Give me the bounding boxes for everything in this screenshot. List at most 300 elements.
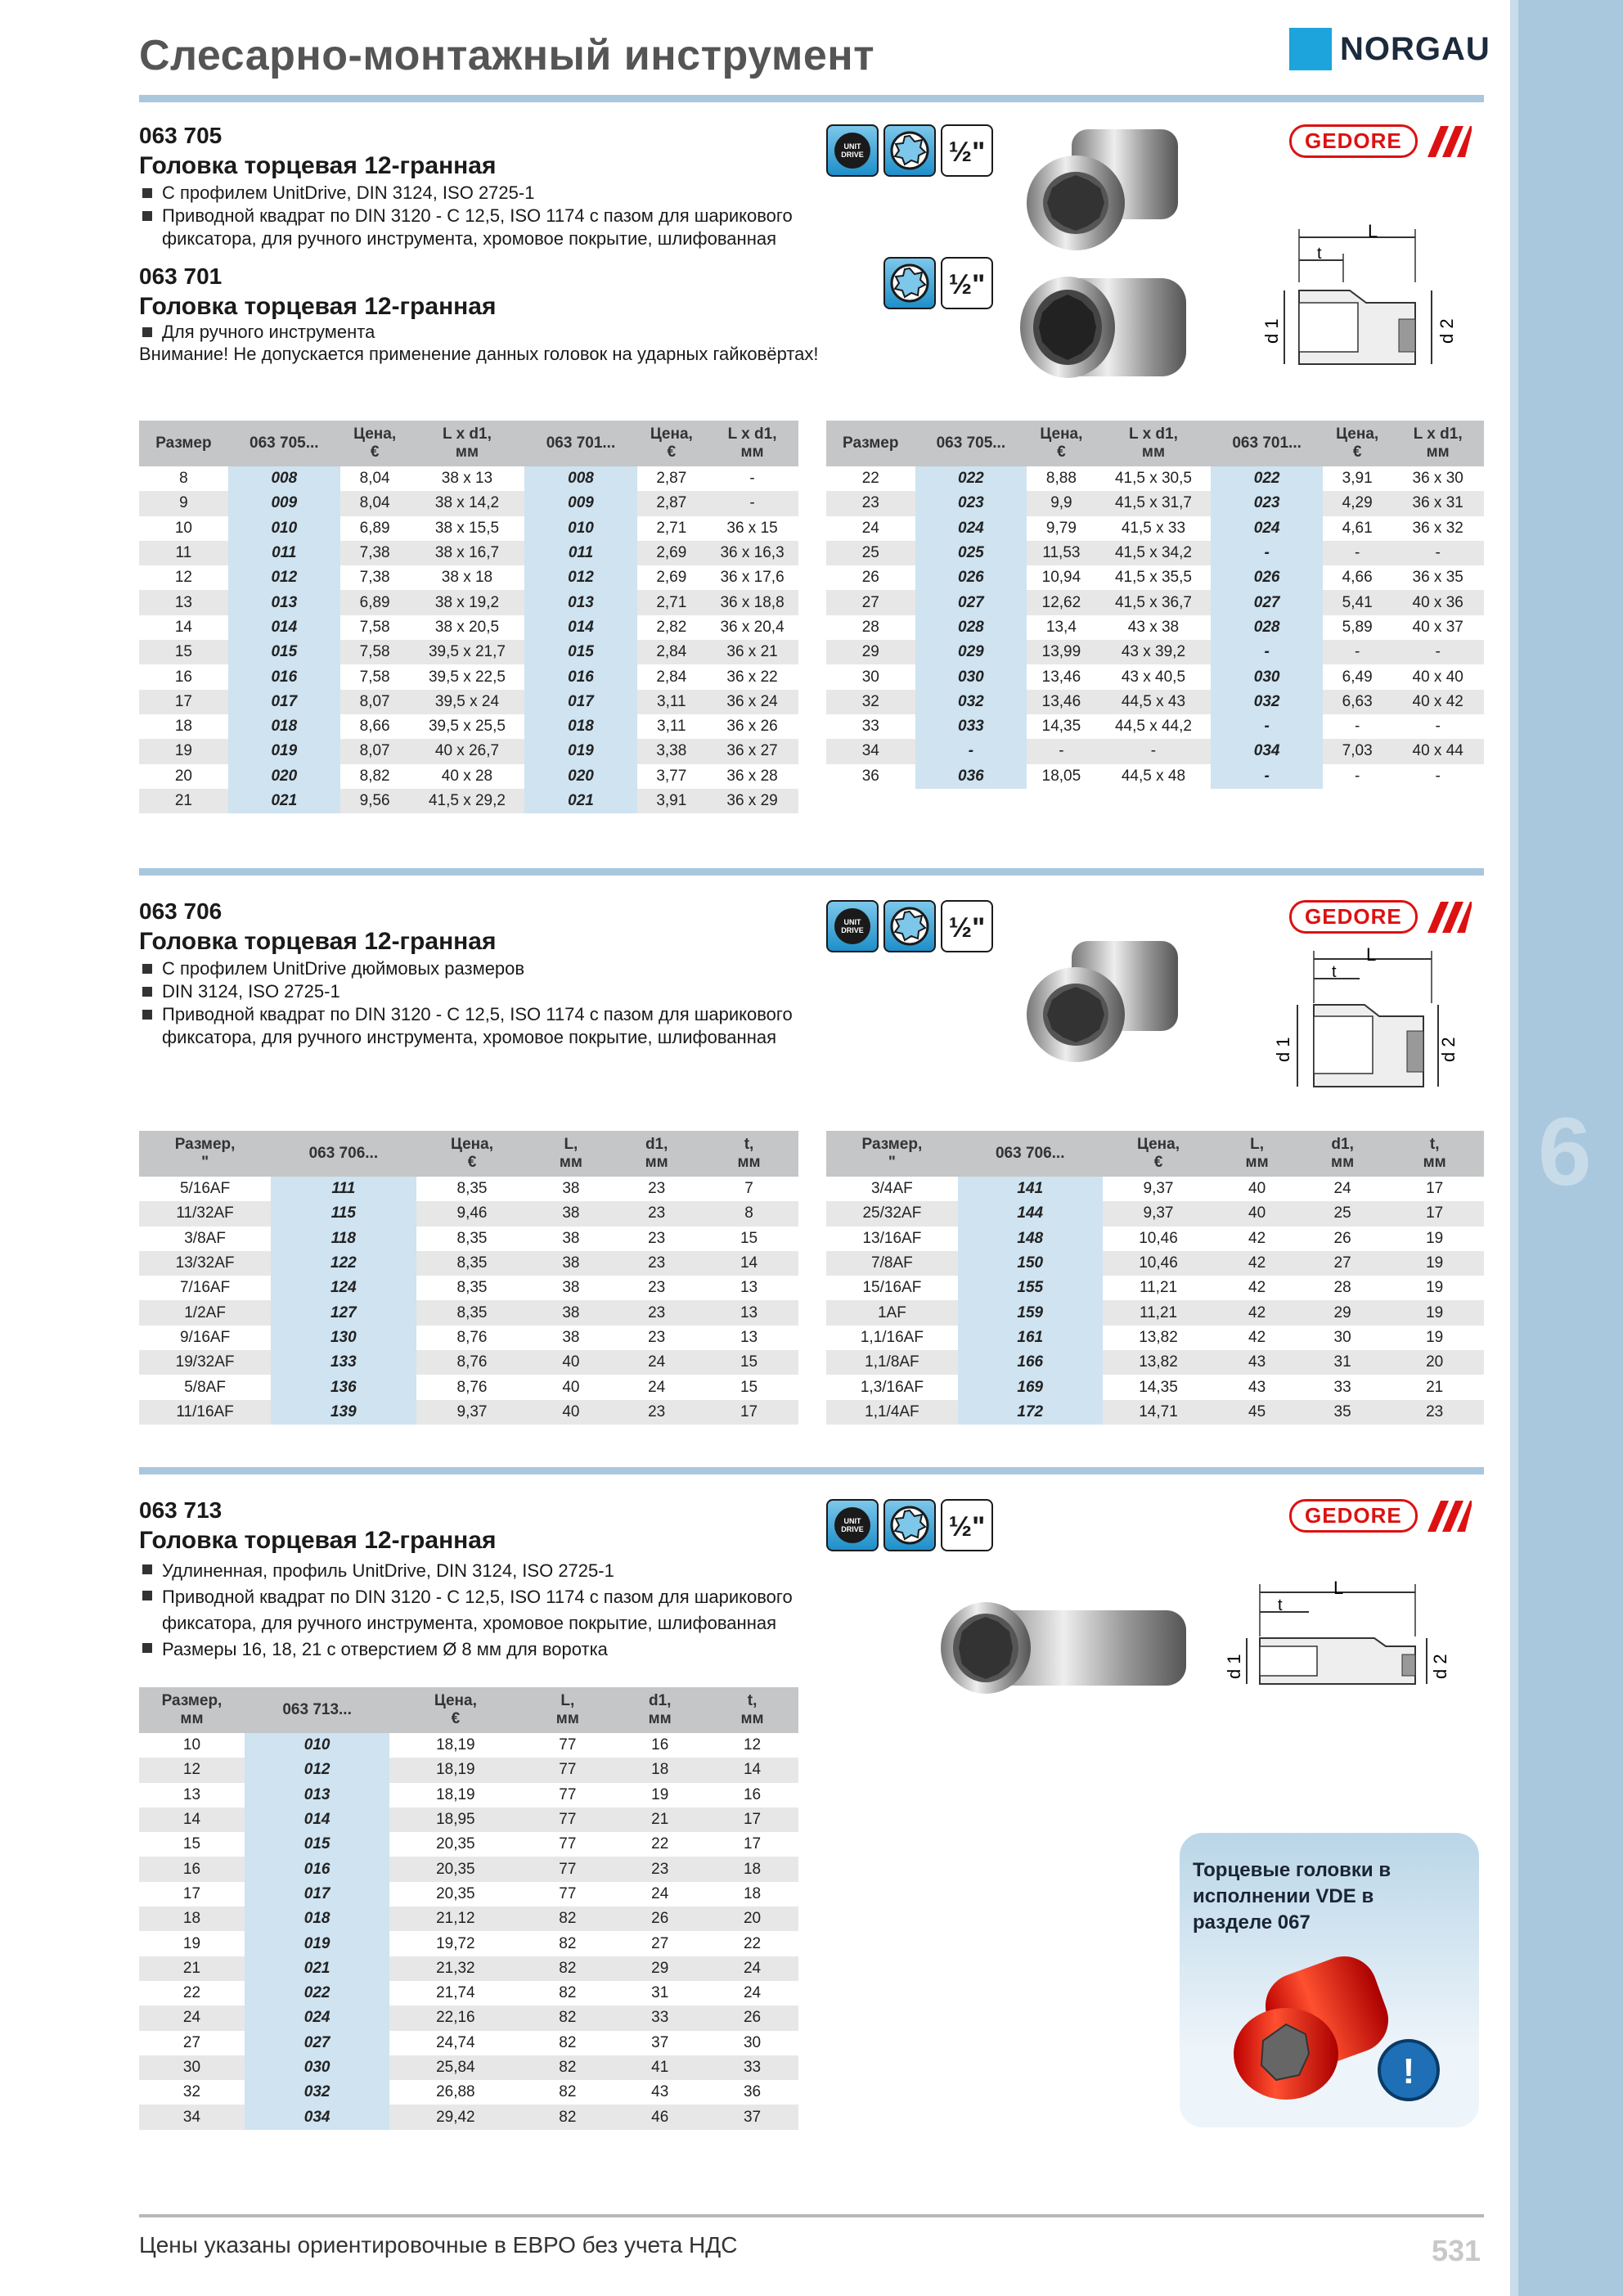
svg-text:DRIVE: DRIVE	[841, 1525, 864, 1533]
table-cell: 19	[1385, 1251, 1484, 1276]
warning-note: Внимание! Не допускается применение данных головок на ударных гайковёртах!	[139, 344, 819, 364]
table-cell: 21,74	[436, 1984, 475, 2002]
table-cell: 31	[1300, 1350, 1386, 1375]
table-cell: 38	[562, 1328, 580, 1346]
socket-dimension-diagram	[1260, 944, 1459, 1093]
table-cell: 4,61	[1342, 519, 1373, 537]
feature-item: Приводной квадрат по DIN 3120 - С 12,5, ISO 1174 с пазом для шарикового фиксатора, для ручного инструмента, хромовое покрытие, шлифованная	[139, 1003, 843, 1049]
column-header: Размер, "	[139, 1131, 271, 1177]
table-cell: 40	[562, 1378, 580, 1396]
table-cell: 24	[651, 1884, 669, 1902]
table-row	[139, 739, 798, 763]
table-cell: 19	[1385, 1300, 1484, 1325]
table-cell: 18	[743, 1884, 762, 1902]
section-divider	[139, 868, 1484, 876]
table-cell: 38 x 18	[441, 569, 493, 587]
table-cell: -	[1435, 718, 1441, 736]
table-cell: 18,19	[389, 1758, 521, 1782]
table-cell: 015	[524, 640, 636, 664]
table-cell: 6,49	[1342, 668, 1373, 686]
table-cell: 009	[228, 491, 340, 515]
table-cell: 29	[1300, 1300, 1386, 1325]
table-cell: -	[1211, 764, 1323, 789]
price-table	[826, 421, 1484, 789]
table-row	[826, 664, 1484, 689]
table-row	[139, 2080, 798, 2105]
table-cell: 9/16AF	[179, 1328, 231, 1346]
price-table	[826, 1131, 1484, 1425]
table-cell: 010	[245, 1733, 389, 1758]
table-cell: 40 x 26,7	[409, 739, 524, 763]
table-cell: 23	[614, 1300, 699, 1325]
table-cell: 82	[559, 1984, 577, 2002]
table-cell: 027	[245, 2031, 389, 2055]
table-row	[826, 541, 1484, 565]
table-cell: 30	[139, 2055, 245, 2080]
table-cell: 14	[699, 1251, 798, 1276]
table-cell: -	[706, 491, 798, 515]
half-inch-drive-icon	[941, 257, 993, 309]
table-row	[139, 1733, 798, 1758]
table-cell: 133	[271, 1350, 416, 1375]
table-cell: 25/32AF	[826, 1201, 958, 1226]
table-row	[826, 1300, 1484, 1325]
table-cell: 024	[245, 2006, 389, 2030]
table-cell: 3/4AF	[871, 1180, 913, 1198]
table-row	[826, 739, 1484, 763]
table-cell: 5,89	[1342, 618, 1373, 636]
table-cell: 6,89	[340, 590, 410, 615]
gedore-logo	[1289, 1499, 1472, 1533]
table-cell: 009	[524, 491, 636, 515]
table-cell: 40	[528, 1400, 614, 1425]
table-cell: 5/16AF	[179, 1180, 231, 1198]
table-cell: 20	[706, 1907, 798, 1931]
table-cell: -	[1391, 541, 1484, 565]
table-cell: 82	[559, 2083, 577, 2101]
table-cell: 31	[651, 1984, 669, 2002]
table-cell: 77	[559, 1884, 577, 1902]
table-cell: 15/16AF	[862, 1279, 922, 1297]
table-cell: 17	[1385, 1201, 1484, 1226]
table-row	[139, 1400, 798, 1425]
table-cell: 8,07	[340, 739, 410, 763]
table-cell: 41,5 x 36,7	[1096, 590, 1212, 615]
table-cell: -	[1323, 640, 1391, 664]
table-cell: 13,46	[1041, 668, 1081, 686]
table-cell: 9,9	[1027, 491, 1095, 515]
table-cell: 7	[744, 1180, 753, 1198]
column-header: 063 706...	[271, 1131, 416, 1177]
table-cell: 124	[271, 1276, 416, 1300]
table-cell: 2,84	[656, 668, 687, 686]
table-cell: 8,88	[1045, 470, 1077, 488]
table-row	[139, 516, 798, 541]
table-cell: 77	[521, 1758, 614, 1782]
table-cell: 13	[182, 1785, 201, 1803]
table-cell: 36	[743, 2083, 762, 2101]
page-number: 531	[1432, 2234, 1481, 2267]
table-cell: 36 x 30	[1412, 470, 1463, 488]
table-cell: 013	[245, 1783, 389, 1808]
table-cell: 77	[521, 1857, 614, 1881]
table-cell: 028	[1211, 615, 1323, 640]
table-cell: 18	[706, 1857, 798, 1881]
table-cell: 38 x 16,7	[409, 541, 524, 565]
table-cell: 11,21	[1139, 1279, 1178, 1297]
table-row	[826, 1326, 1484, 1350]
table-cell: 8	[699, 1201, 798, 1226]
12-point-profile-icon	[883, 1499, 936, 1551]
feature-icons	[826, 900, 993, 952]
column-header: L, мм	[521, 1687, 614, 1733]
table-cell: 23	[614, 1251, 699, 1276]
table-row	[139, 1758, 798, 1782]
table-cell: 36 x 24	[706, 690, 798, 714]
table-cell: 027	[1211, 590, 1323, 615]
gedore-logo	[1289, 900, 1472, 934]
table-cell: 27	[651, 1934, 669, 1952]
table-cell: 166	[958, 1350, 1103, 1375]
table-cell: 19/32AF	[139, 1350, 271, 1375]
table-cell: 141	[958, 1177, 1103, 1201]
table-cell: 8,76	[456, 1378, 488, 1396]
table-row	[139, 2105, 798, 2129]
table-cell: 032	[245, 2080, 389, 2105]
table-cell: 008	[524, 466, 636, 491]
table-cell: 030	[915, 664, 1027, 689]
column-header: Цена, €	[340, 421, 410, 466]
table-cell: 36	[861, 767, 879, 785]
table-cell: 10	[182, 1736, 201, 1754]
feature-item: Приводной квадрат по DIN 3120 - С 12,5, ISO 1174 с пазом для шарикового фиксатора, для ручного инструмента, хромовое покрытие, шлифованная	[139, 205, 843, 250]
table-cell: 42	[1214, 1251, 1300, 1276]
table-cell: 23	[614, 1400, 699, 1425]
table-row	[139, 1832, 798, 1857]
table-cell: 7,38	[359, 569, 390, 587]
feature-item: Для ручного инструмента	[139, 321, 843, 344]
table-cell: 16	[174, 668, 192, 686]
table-cell: 38 x 14,2	[409, 491, 524, 515]
table-row	[139, 1227, 798, 1251]
table-cell: 33	[861, 718, 879, 736]
table-cell: 25,84	[389, 2055, 521, 2080]
table-cell: 169	[958, 1375, 1103, 1399]
table-cell: 34	[139, 2105, 245, 2129]
table-cell: 27	[1300, 1251, 1386, 1276]
section-divider	[139, 95, 1484, 102]
table-cell: 016	[245, 1857, 389, 1881]
table-cell: 020	[524, 764, 636, 789]
table-cell: 012	[524, 565, 636, 590]
column-header: t, мм	[699, 1131, 798, 1177]
page-title-text: Слесарно-монтажный инструмент	[139, 32, 875, 79]
dim-d1-label: d 1	[1273, 1037, 1293, 1062]
svg-text:½": ½"	[948, 137, 986, 168]
table-row	[826, 690, 1484, 714]
table-cell: 8,35	[456, 1279, 488, 1297]
table-cell: 36 x 17,6	[720, 569, 785, 587]
table-row	[139, 2006, 798, 2030]
feature-icons	[826, 1499, 993, 1551]
table-cell: -	[1096, 739, 1212, 763]
table-cell: 22	[182, 1984, 201, 2002]
table-row	[139, 565, 798, 590]
column-header: 063 701...	[524, 421, 636, 466]
table-cell: 21	[1426, 1378, 1444, 1396]
table-cell: 13,99	[1027, 640, 1095, 664]
table-cell: 1,1/16AF	[860, 1328, 924, 1346]
promo-text: Торцевые головки в исполнении VDE в разделе 067	[1193, 1859, 1391, 1934]
table-cell: 144	[958, 1201, 1103, 1226]
table-cell: 9,37	[1143, 1180, 1174, 1198]
table-cell: 32	[826, 690, 915, 714]
table-cell: 22	[743, 1934, 762, 1952]
table-cell: 008	[228, 466, 340, 491]
feature-item: Размеры 16, 18, 21 с отверстием Ø 8 мм для воротка	[139, 1636, 794, 1663]
table-cell: 13	[740, 1279, 758, 1297]
table-row	[139, 640, 798, 664]
table-cell: 36 x 27	[706, 739, 798, 763]
table-cell: 21	[139, 789, 228, 813]
table-row	[139, 1981, 798, 2006]
table-cell: 2,84	[637, 640, 707, 664]
socket-dimension-diagram	[1260, 221, 1456, 393]
table-cell: 40 x 40	[1412, 668, 1463, 686]
table-row	[139, 1808, 798, 1832]
table-cell: 24	[1333, 1180, 1351, 1198]
dim-L-label: L	[1366, 944, 1377, 965]
table-cell: 1,1/4AF	[826, 1400, 958, 1425]
table-cell: 139	[271, 1400, 416, 1425]
table-cell: 38	[562, 1279, 580, 1297]
table-row	[139, 1375, 798, 1399]
table-cell: 14,71	[1103, 1400, 1215, 1425]
column-header: L x d1, мм	[1391, 421, 1484, 466]
table-row	[139, 1857, 798, 1881]
table-cell: 017	[228, 690, 340, 714]
price-table	[139, 1687, 798, 2130]
svg-text:UNIT: UNIT	[843, 918, 861, 926]
table-cell: 8,35	[456, 1229, 488, 1247]
table-cell: 36 x 29	[706, 789, 798, 813]
table-cell: 26	[706, 2006, 798, 2030]
table-cell: 19	[1426, 1279, 1444, 1297]
table-cell: 18,19	[436, 1785, 475, 1803]
table-cell: 019	[245, 1931, 389, 1956]
half-inch-drive-icon	[941, 900, 993, 952]
table-row	[826, 1375, 1484, 1399]
table-cell: 36 x 18,8	[706, 590, 798, 615]
table-cell: 11,21	[1103, 1300, 1215, 1325]
dim-t-label: t	[1317, 245, 1322, 263]
table-cell: 19	[651, 1785, 669, 1803]
column-header: Цена, €	[416, 1131, 528, 1177]
column-header: Размер	[139, 421, 228, 466]
table-row	[139, 615, 798, 640]
table-cell: 77	[521, 1808, 614, 1832]
table-cell: 018	[524, 714, 636, 739]
table-cell: 012	[245, 1758, 389, 1782]
table-cell: 161	[958, 1326, 1103, 1350]
table-cell: 022	[245, 1981, 389, 2006]
table-row	[139, 2055, 798, 2080]
table-cell: 29,42	[389, 2105, 521, 2129]
column-header: 063 705...	[228, 421, 340, 466]
table-cell: 14	[139, 1808, 245, 1832]
table-cell: 17	[706, 1808, 798, 1832]
table-row	[826, 714, 1484, 739]
feature-list	[139, 1558, 794, 1663]
svg-text:½": ½"	[948, 269, 986, 300]
table-cell: 43 x 39,2	[1096, 640, 1212, 664]
table-cell: 013	[228, 590, 340, 615]
column-header: Цена, €	[1103, 1131, 1215, 1177]
table-cell: 118	[271, 1227, 416, 1251]
table-cell: 38 x 15,5	[434, 519, 500, 537]
table-cell: 46	[614, 2105, 706, 2129]
table-cell: 40 x 28	[441, 767, 493, 785]
table-row	[139, 690, 798, 714]
table-row	[139, 1350, 798, 1375]
table-row	[139, 2031, 798, 2055]
table-cell: 13,82	[1103, 1350, 1215, 1375]
table-cell: 13,4	[1045, 618, 1077, 636]
table-cell: 41,5 x 31,7	[1096, 491, 1212, 515]
price-table	[139, 421, 798, 813]
table-row	[826, 764, 1484, 789]
column-header: d1, мм	[614, 1131, 699, 1177]
table-cell: 012	[228, 565, 340, 590]
table-cell: 19	[182, 1934, 201, 1952]
table-cell: 1AF	[826, 1300, 958, 1325]
table-cell: 82	[559, 2033, 577, 2051]
table-cell: 39,5 x 21,7	[409, 640, 524, 664]
table-cell: 019	[524, 739, 636, 763]
table-row	[826, 491, 1484, 515]
table-cell: 82	[521, 1956, 614, 1981]
table-cell: 22,16	[389, 2006, 521, 2030]
table-cell: -	[915, 739, 1027, 763]
table-cell: -	[1355, 718, 1360, 736]
table-row	[139, 664, 798, 689]
table-row	[826, 1201, 1484, 1226]
table-cell: 12,62	[1027, 590, 1095, 615]
table-cell: 23	[648, 1180, 666, 1198]
table-header-row	[139, 1131, 798, 1177]
table-cell: 8,04	[340, 491, 410, 515]
table-row	[826, 1227, 1484, 1251]
table-cell: 014	[245, 1808, 389, 1832]
column-header: Цена, €	[637, 421, 707, 466]
table-cell: 19	[1426, 1328, 1444, 1346]
table-cell: 33	[1333, 1378, 1351, 1396]
table-cell: 7/8AF	[826, 1251, 958, 1276]
table-cell: 17	[182, 1884, 201, 1902]
deep-socket-dimension-diagram	[1219, 1579, 1456, 1710]
table-cell: 36 x 26	[726, 718, 778, 736]
table-cell: 36 x 21	[706, 640, 798, 664]
table-cell: 29	[614, 1956, 706, 1981]
table-cell: 10,94	[1041, 569, 1081, 587]
column-header: L x d1, мм	[1096, 421, 1212, 466]
table-cell: 38	[562, 1229, 580, 1247]
brand-square-icon	[1289, 28, 1332, 70]
table-cell: 2,87	[637, 491, 707, 515]
table-cell: 028	[915, 615, 1027, 640]
12-point-profile-icon	[883, 257, 936, 309]
table-cell: 11/16AF	[139, 1400, 271, 1425]
table-cell: 18,05	[1041, 767, 1081, 785]
table-row	[826, 516, 1484, 541]
table-cell: 026	[1211, 565, 1323, 590]
table-cell: 150	[958, 1251, 1103, 1276]
column-header: 063 713...	[245, 1687, 389, 1733]
table-row	[826, 1276, 1484, 1300]
table-cell: 14	[706, 1758, 798, 1782]
table-row	[139, 764, 798, 789]
table-cell: 41,5 x 33	[1121, 519, 1186, 537]
table-cell: 42	[1214, 1300, 1300, 1325]
feature-list	[139, 321, 843, 344]
table-row	[139, 1326, 798, 1350]
table-cell: 22	[651, 1835, 669, 1853]
unitdrive-icon	[826, 1499, 879, 1551]
table-cell: 36 x 20,4	[720, 618, 785, 636]
table-cell: 18	[614, 1758, 706, 1782]
table-cell: 26	[861, 569, 879, 587]
table-cell: 1,3/16AF	[860, 1378, 924, 1396]
table-cell: 21,12	[389, 1907, 521, 1931]
table-cell: 40	[1214, 1201, 1300, 1226]
table-cell: 38	[562, 1180, 580, 1198]
table-cell: 032	[915, 690, 1027, 714]
socket-photo	[1014, 933, 1194, 1072]
table-cell: 015	[245, 1832, 389, 1857]
table-cell: 15	[182, 1835, 201, 1853]
table-cell: 38 x 20,5	[434, 618, 500, 636]
table-cell: 39,5 x 22,5	[428, 668, 506, 686]
table-cell: 36 x 22	[726, 668, 778, 686]
dim-d2-label: d 2	[1430, 1654, 1450, 1679]
table-cell: 26,88	[436, 2083, 475, 2101]
table-cell: 30	[743, 2033, 762, 2051]
table-cell: 025	[915, 541, 1027, 565]
feature-item: Приводной квадрат по DIN 3120 - С 12,5, ISO 1174 с пазом для шарикового фиксатора, для ручного инструмента, хромовое покрытие, шлифованная	[139, 1584, 794, 1636]
table-cell: 017	[245, 1882, 389, 1907]
column-header: L, мм	[528, 1131, 614, 1177]
table-cell: 26	[614, 1907, 706, 1931]
section-number: 6	[1538, 1098, 1592, 1206]
footer-divider	[139, 2214, 1484, 2217]
table-cell: 3,91	[1342, 470, 1373, 488]
table-cell: 19	[1426, 1229, 1444, 1247]
product-code: 063 713	[139, 1497, 223, 1523]
table-row	[139, 1907, 798, 1931]
column-header: Размер, "	[826, 1131, 958, 1177]
table-cell: 77	[559, 1736, 577, 1754]
table-cell: 19	[139, 739, 228, 763]
footer-note: Цены указаны ориентировочные в ЕВРО без учета НДС	[139, 2232, 738, 2258]
table-cell: 3,77	[656, 767, 687, 785]
svg-text:½": ½"	[948, 1511, 986, 1542]
column-header: Размер	[826, 421, 915, 466]
table-cell: -	[1211, 640, 1323, 664]
table-cell: 2,69	[656, 569, 687, 587]
table-cell: 17	[139, 690, 228, 714]
table-cell: 024	[915, 516, 1027, 541]
table-cell: 43	[1248, 1378, 1266, 1396]
